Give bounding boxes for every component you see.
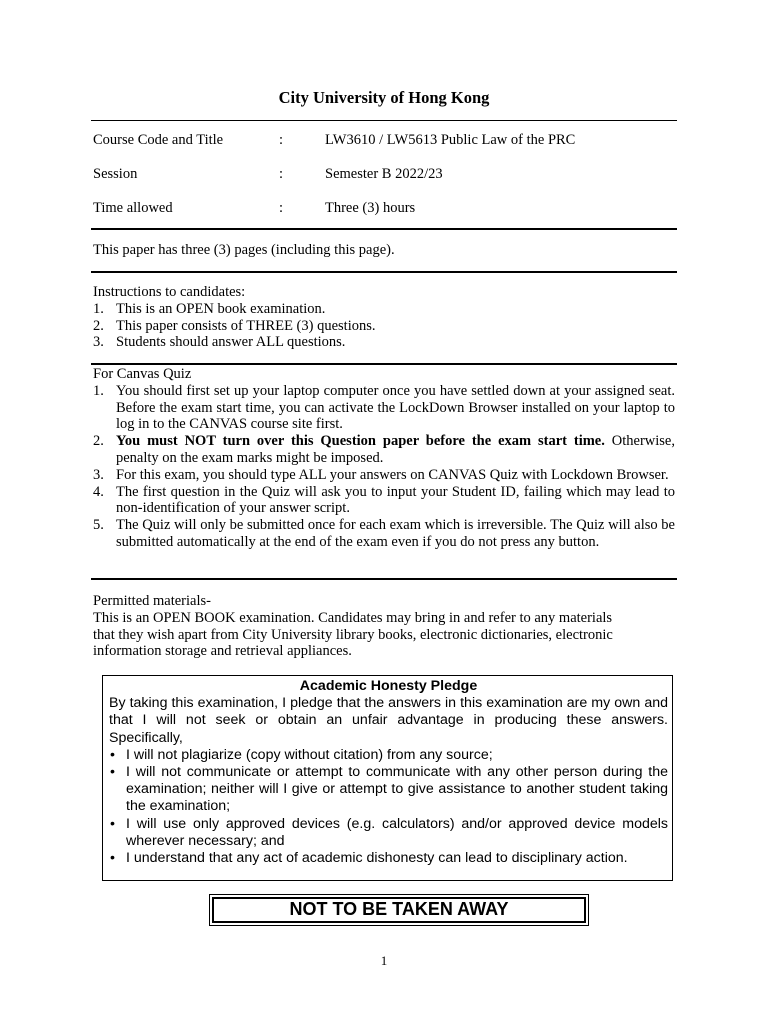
page-number: 1 (380, 953, 388, 968)
pledge-title: Academic Honesty Pledge (299, 678, 478, 694)
canvas-quiz-section (93, 366, 675, 551)
item-number: 1. (93, 300, 104, 317)
time-value: Three (3) hours (325, 200, 416, 216)
pledge-item-text: I will use only approved devices (e.g. calculators) and/or approved device models wherever necessary; and (126, 815, 668, 849)
bullet-icon: • (110, 815, 115, 832)
permitted-line: information storage and retrieval appliances. (93, 643, 352, 660)
item-text: You should first set up your laptop computer once you have settled down at your assigned seat. Before the exam start time, you can activate the LockDown Browser installed on your laptop to log in to the CANVAS course site first. (116, 382, 675, 433)
time-label: Time allowed (93, 200, 173, 216)
canvas-item (93, 383, 675, 433)
course-label: Course Code and Title (93, 132, 224, 148)
item-number: 2. (93, 317, 104, 334)
academic-honesty-pledge-box (102, 675, 673, 881)
pledge-intro: By taking this examination, I pledge that the answers in this examination are my own and that I will not seek or obtain an unfair advantage in producing these answers. Specifically, (109, 695, 668, 746)
canvas-list (93, 383, 675, 551)
item-text: This is an OPEN book examination. (116, 300, 326, 317)
canvas-heading: For Canvas Quiz (93, 366, 192, 382)
item-text: Students should answer ALL questions. (116, 334, 346, 351)
item-number: 4. (93, 483, 104, 500)
course-colon: : (279, 132, 284, 148)
pledge-item-text: I will not plagiarize (copy without citation) from any source; (126, 746, 493, 763)
item-text: For this exam, you should type ALL your answers on CANVAS Quiz with Lockdown Browser. (116, 466, 669, 483)
instructions-list (93, 301, 675, 351)
session-value: Semester B 2022/23 (325, 166, 443, 182)
canvas-item (93, 467, 675, 484)
bullet-icon: • (110, 850, 115, 867)
top-rule (91, 120, 677, 121)
instructions-section (93, 284, 675, 351)
time-field-row (93, 200, 673, 218)
pledge-item (109, 850, 668, 867)
permitted-line: that they wish apart from City University library books, electronic dictionaries, electronic (93, 626, 613, 643)
item-number: 3. (93, 334, 104, 351)
permitted-line: This is an OPEN BOOK examination. Candidates may bring in and refer to any materials (93, 609, 613, 626)
pledge-item-text: I understand that any act of academic dishonesty can lead to disciplinary action. (126, 850, 628, 867)
session-field-row (93, 166, 673, 184)
session-colon: : (279, 166, 284, 182)
course-value: LW3610 / LW5613 Public Law of the PRC (325, 132, 576, 148)
pledge-item (109, 747, 668, 764)
divider-rule (91, 228, 677, 230)
bullet-icon: • (110, 764, 115, 781)
instruction-item (93, 334, 675, 351)
item-bold-text: You must NOT turn over this Question paper before the exam start time. (116, 433, 605, 450)
paper-note: This paper has three (3) pages (including this page). (93, 242, 395, 258)
instructions-heading: Instructions to candidates: (93, 284, 246, 300)
item-text: The first question in the Quiz will ask you to input your Student ID, failing which may lead to non-identification of your answer script. (116, 483, 675, 517)
course-field-row (93, 132, 673, 150)
session-label: Session (93, 166, 138, 182)
pledge-list (109, 747, 668, 867)
bullet-icon: • (110, 746, 115, 763)
item-number: 3. (93, 466, 104, 483)
divider-rule (91, 578, 677, 580)
instruction-item (93, 301, 675, 318)
not-to-be-taken-away-banner (209, 894, 589, 926)
item-text: This paper consists of THREE (3) questions. (116, 317, 376, 334)
item-number: 5. (93, 517, 104, 534)
permitted-heading: Permitted materials- (93, 593, 211, 609)
canvas-item (93, 517, 675, 551)
item-number: 2. (93, 433, 104, 450)
canvas-item (93, 433, 675, 467)
pledge-item (109, 816, 668, 850)
divider-rule (91, 271, 677, 273)
item-number: 1. (93, 382, 104, 399)
banner-text: NOT TO BE TAKEN AWAY (212, 897, 586, 923)
instruction-item (93, 318, 675, 335)
university-title: City University of Hong Kong (278, 88, 490, 107)
item-text: Otherwise, penalty on the exam marks might be imposed. (116, 433, 675, 466)
pledge-item-text: I will not communicate or attempt to communicate with any other person during the examination; neither will I give or attempt to give assistance to another student taking the examination; (126, 764, 668, 815)
pledge-item (109, 764, 668, 816)
item-text: The Quiz will only be submitted once for each exam which is irreversible. The Quiz will also be submitted automatically at the end of the exam even if you do not press any button. (116, 517, 675, 550)
canvas-item (93, 484, 675, 518)
time-colon: : (279, 200, 284, 216)
divider-rule (91, 363, 677, 365)
permitted-materials-section (93, 593, 675, 660)
